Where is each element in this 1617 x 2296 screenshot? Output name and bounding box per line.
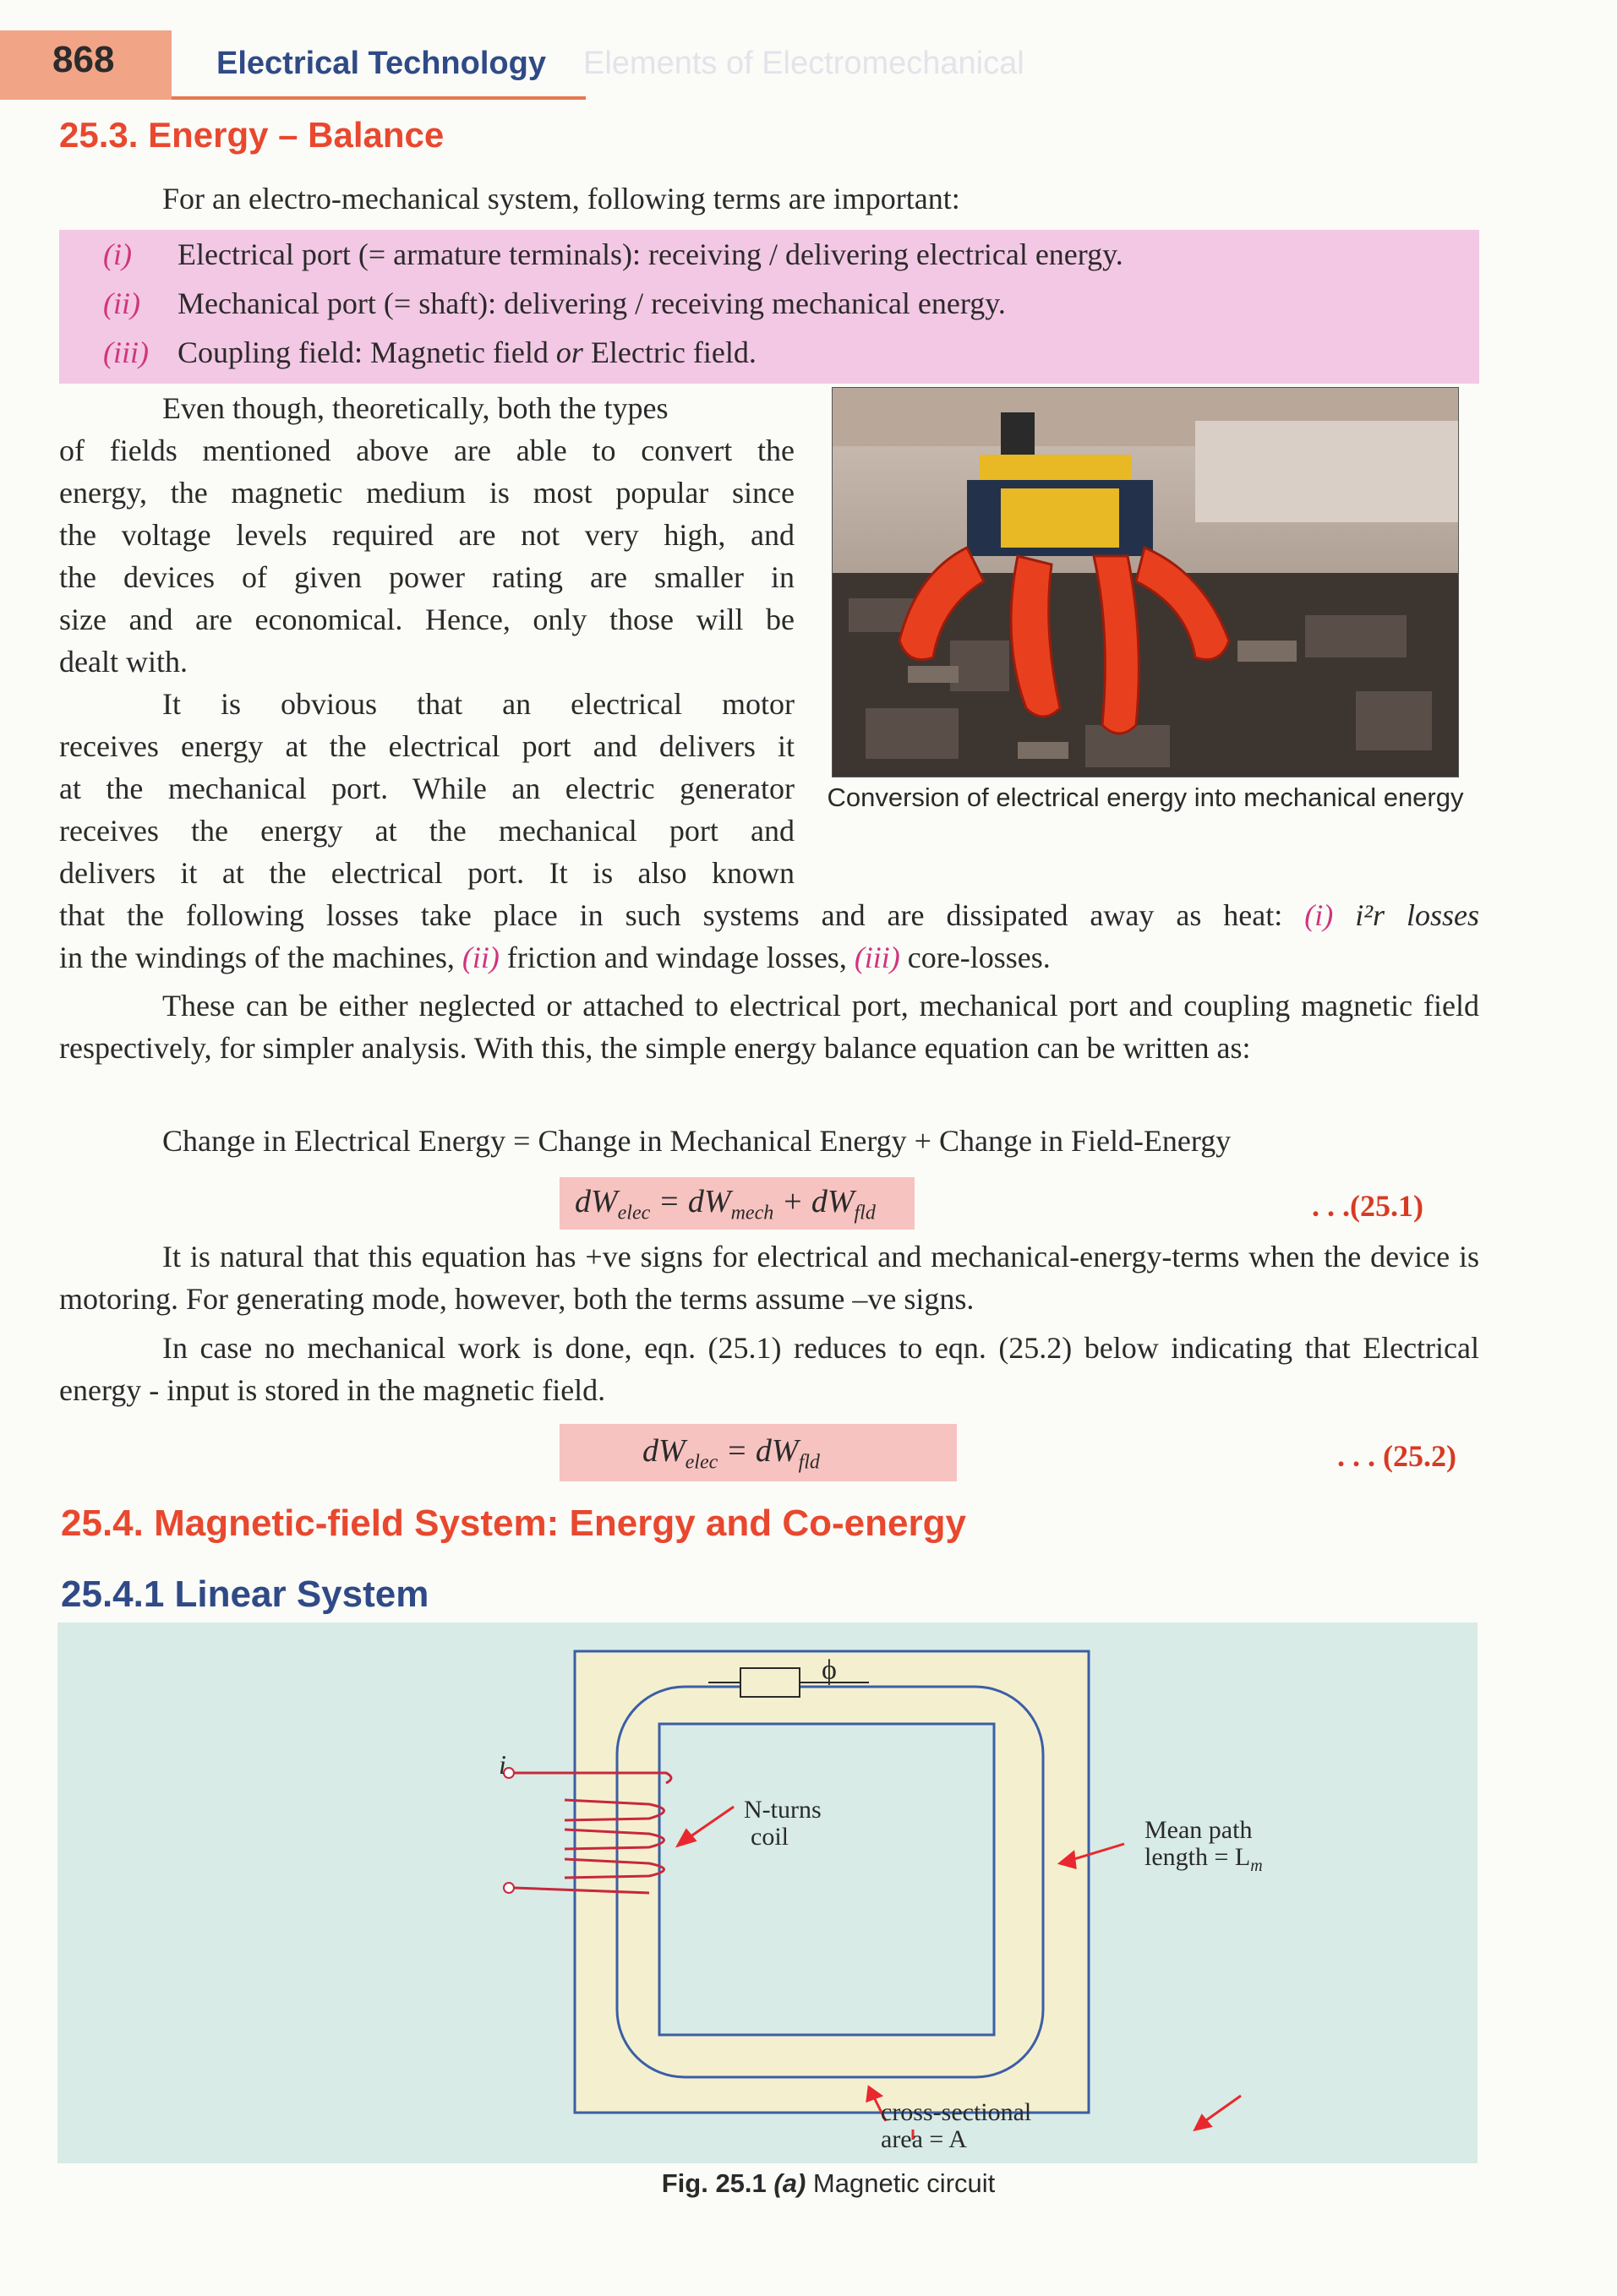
magnetic-circuit-diagram — [57, 1622, 1478, 2163]
wrapped-text-column — [59, 387, 795, 894]
text-line: It is obvious that an electrical motor — [162, 687, 795, 721]
equation-25-2: $dW_{elec} = dW_{fld}$ — [642, 1433, 820, 1474]
header-rule — [172, 96, 586, 100]
electromagnet-grab-photo — [832, 387, 1459, 777]
text-line: delivers it at the electrical port. It is also known — [59, 856, 795, 890]
list-item-text: Mechanical port (= shaft): delivering / receiving mechanical energy. — [178, 286, 1006, 320]
page-number: 868 — [52, 39, 115, 80]
text-line: the voltage levels required are not very high, and — [59, 518, 795, 552]
cross-section-label: cross-sectional area = A — [881, 2098, 1032, 2153]
list-item-text: Coupling field: Magnetic field or Electric field. — [178, 335, 757, 369]
text-line: at the mechanical port. While an electric generator — [59, 772, 795, 805]
equation-number-25-1: . . .(25.1) — [1312, 1189, 1423, 1223]
list-item-number: (ii) — [103, 286, 140, 320]
word-equation: Change in Electrical Energy = Change in Mechanical Energy + Change in Field-Energy — [162, 1124, 1232, 1158]
photo-caption: Conversion of electrical energy into mechanical energy — [827, 783, 1464, 812]
text-line: size and are economical. Hence, only those will be — [59, 603, 795, 636]
paragraph-neglect: These can be either neglected or attached to electrical port, mechanical port and coupling magnetic field respectively, for simpler analysis. With this, the simple energy balance equation can be written as: — [59, 989, 1479, 1065]
text-line: of fields mentioned above are able to convert the — [59, 434, 795, 467]
text-line: dealt with. — [59, 645, 188, 679]
text-line: Even though, theoretically, both the types — [162, 391, 669, 425]
equation-number-25-2: . . . (25.2) — [1337, 1439, 1456, 1473]
text-line: receives the energy at the mechanical port and — [59, 814, 795, 848]
current-label: i — [499, 1749, 506, 1780]
list-item — [59, 328, 1479, 377]
paragraph-natural: It is natural that this equation has +ve signs for electrical and mechanical-energy-terms when the device is motoring. For generating mode, however, both the terms assume –ve signs. — [59, 1240, 1479, 1316]
coil-label: N-turns coil — [744, 1796, 822, 1851]
list-item-text: Electrical port (= armature terminals): receiving / delivering electrical energy. — [178, 237, 1123, 271]
figure-caption: Fig. 25.1 (a) Magnetic circuit — [661, 2168, 996, 2198]
equation-25-1: $dW_{elec} = dW_{mech} + dW_{fld}$ — [575, 1184, 876, 1224]
losses-line-1: that the following losses take place in such systems and are dissipated away as heat: (i) i²r losses — [59, 898, 1479, 932]
list-item-number: (iii) — [103, 335, 149, 369]
text-line: energy, the magnetic medium is most popular since — [59, 476, 795, 510]
list-item-number: (i) — [103, 237, 132, 271]
list-item — [59, 230, 1479, 279]
intro-text: For an electro-mechanical system, following terms are important: — [162, 182, 960, 215]
paragraph-case: In case no mechanical work is done, eqn. (25.1) reduces to eqn. (25.2) below indicating that Electrical energy - input is stored in the magnetic field. — [59, 1331, 1479, 1407]
running-title: Electrical Technology — [216, 46, 546, 81]
section-heading-25-4: 25.4. Magnetic-field System: Energy and Co-energy — [61, 1502, 966, 1544]
flux-symbol: ϕ — [822, 1655, 837, 1686]
text-line: the devices of given power rating are smaller in — [59, 560, 795, 594]
mean-path-label: Mean path length = $L_m$ — [1144, 1816, 1263, 1875]
list-item — [59, 279, 1479, 328]
bleed-through-text: Elements of Electromechanical — [583, 46, 1024, 81]
losses-line-2: in the windings of the machines, (ii) friction and windage losses, (iii) core-losses. — [59, 941, 1051, 974]
text-line: receives energy at the electrical port and delivers it — [59, 729, 795, 763]
section-heading-25-3: 25.3. Energy – Balance — [59, 115, 445, 155]
subsection-heading-25-4-1: 25.4.1 Linear System — [61, 1573, 429, 1615]
